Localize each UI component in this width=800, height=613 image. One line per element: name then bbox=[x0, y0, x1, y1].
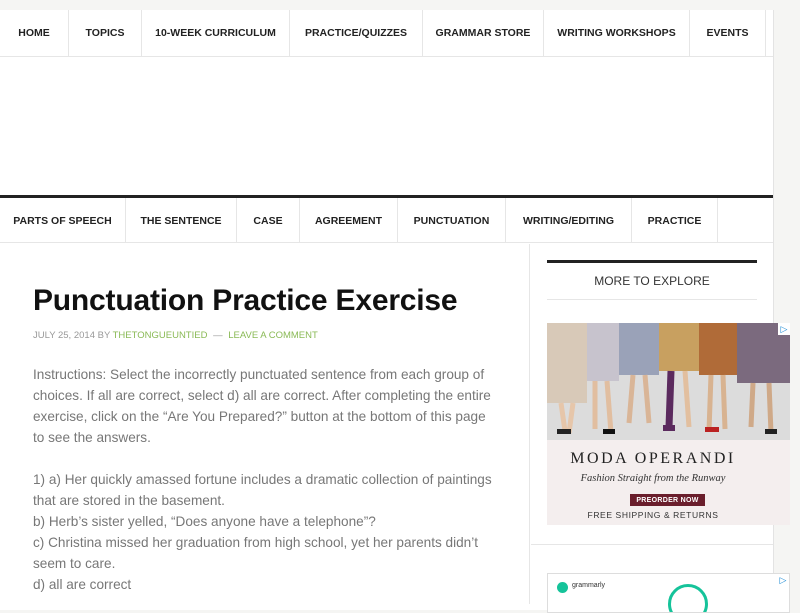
site-container bbox=[0, 10, 788, 610]
widget-title: MORE TO EXPLORE bbox=[547, 260, 757, 300]
question-line: b) Herb’s sister yelled, “Does anyone have a telephone”? bbox=[33, 514, 376, 529]
question-line: 1) a) Her quickly amassed fortune includes a dramatic collection of paintings that are stored in the basement. bbox=[33, 472, 492, 508]
nav-parts-of-speech[interactable]: PARTS OF SPEECH bbox=[0, 198, 126, 243]
article-body bbox=[33, 364, 498, 595]
runway-photo bbox=[547, 323, 790, 440]
author-link[interactable]: THETONGUEUNTIED bbox=[112, 330, 208, 341]
nav-practice[interactable]: PRACTICE bbox=[632, 198, 718, 243]
nav-writing-workshops[interactable]: WRITING WORKSHOPS bbox=[544, 10, 690, 56]
nav-writing-editing[interactable]: WRITING/EDITING bbox=[506, 198, 632, 243]
article-content bbox=[0, 244, 530, 604]
adchoices-icon[interactable]: ▷ bbox=[777, 574, 789, 586]
nav-the-sentence[interactable]: THE SENTENCE bbox=[126, 198, 237, 243]
grammarly-logo-icon bbox=[557, 582, 568, 593]
nav-topics[interactable]: TOPICS bbox=[69, 10, 142, 56]
advertisement-grammarly[interactable] bbox=[547, 573, 790, 613]
nav-events[interactable]: EVENTS bbox=[690, 10, 766, 56]
post-by: BY bbox=[97, 330, 111, 341]
ad-shipping-text: FREE SHIPPING & RETURNS bbox=[587, 510, 719, 520]
instructions-text: Instructions: Select the incorrectly punctuated sentence from each group of choices. If all are correct, select d) all are correct. After completing the entire exercise, click on the “Are You Prepared?” button at the bottom of this page to see the answers. bbox=[33, 367, 491, 445]
ad2-graphic bbox=[668, 584, 708, 613]
header-banner-area bbox=[0, 57, 773, 195]
ad-brand: MODA OPERANDI bbox=[570, 450, 736, 467]
nav-home[interactable]: HOME bbox=[0, 10, 69, 56]
nav-10-week-curriculum[interactable]: 10-WEEK CURRICULUM bbox=[142, 10, 290, 56]
page-title: Punctuation Practice Exercise bbox=[33, 284, 458, 317]
post-date: JULY 25, 2014 bbox=[33, 330, 95, 341]
meta-separator: — bbox=[213, 330, 223, 341]
ad-tagline: Fashion Straight from the Runway bbox=[580, 473, 726, 484]
nav-case[interactable]: CASE bbox=[237, 198, 300, 243]
nav-grammar-store[interactable]: GRAMMAR STORE bbox=[423, 10, 544, 56]
nav-punctuation[interactable]: PUNCTUATION bbox=[398, 198, 506, 243]
top-navigation bbox=[0, 10, 773, 57]
preorder-button[interactable]: PREORDER NOW bbox=[630, 494, 705, 506]
question-line: c) Christina missed her graduation from high school, yet her parents didn’t seem to care. bbox=[33, 535, 479, 571]
adchoices-icon[interactable]: ▷ bbox=[778, 323, 790, 335]
nav-practice-quizzes[interactable]: PRACTICE/QUIZZES bbox=[290, 10, 423, 56]
post-meta bbox=[33, 330, 318, 341]
leave-comment-link[interactable]: LEAVE A COMMENT bbox=[228, 330, 318, 341]
secondary-navigation bbox=[0, 195, 773, 243]
advertisement-moda-operandi[interactable] bbox=[547, 323, 790, 525]
sidebar-divider bbox=[531, 544, 773, 545]
ad2-text: grammarly bbox=[572, 582, 606, 589]
question-line: d) all are correct bbox=[33, 577, 132, 592]
nav-agreement[interactable]: AGREEMENT bbox=[300, 198, 398, 243]
sidebar bbox=[531, 244, 788, 604]
